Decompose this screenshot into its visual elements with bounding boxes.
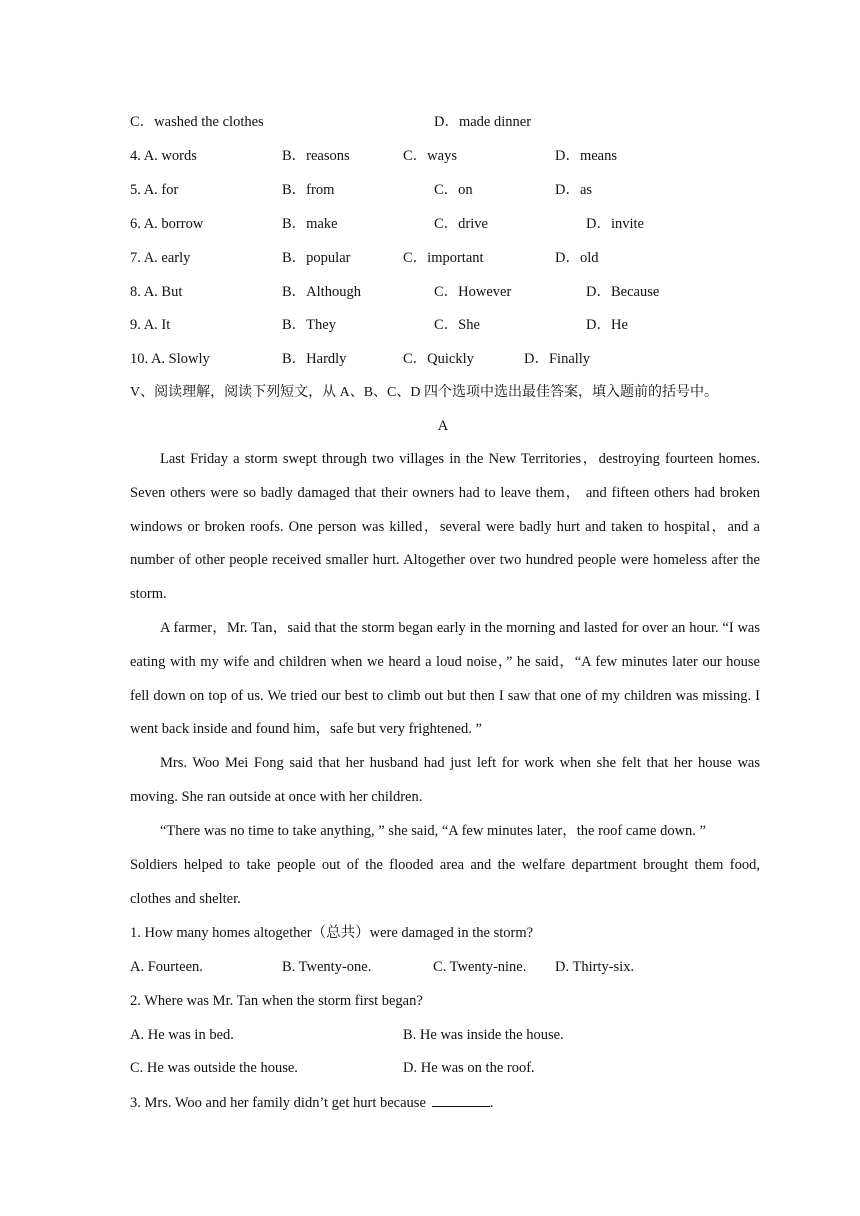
- passage-paragraph: “There was no time to take anything, ” she said, “A few minutes later，the roof came down. ”: [160, 823, 706, 839]
- option-c: C．important: [403, 250, 484, 266]
- question-option: B. He was inside the house.: [403, 1027, 564, 1043]
- question-option: A. Fourteen.: [130, 959, 203, 975]
- option-c: C．Quickly: [403, 351, 474, 367]
- question-stem-text: 3. Mrs. Woo and her family didn’t get hurt because: [130, 1095, 426, 1111]
- option-d: D．made dinner: [434, 114, 532, 130]
- option-d: D．means: [555, 148, 618, 164]
- option-a: 7. A. early: [130, 250, 191, 266]
- question-option: C. He was outside the house.: [130, 1060, 298, 1076]
- question-option: C. Twenty-nine.: [433, 959, 527, 975]
- option-a: 8. A. But: [130, 284, 183, 300]
- option-d: D．invite: [586, 216, 644, 232]
- passage-paragraph: Mrs. Woo Mei Fong said that her husband had just left for work when she felt that her house was moving. She ran outside at once with her children.: [130, 755, 760, 805]
- option-d: D．Finally: [524, 351, 591, 367]
- option-d: D．Because: [586, 284, 660, 300]
- question-stem: 1. How many homes altogether（总共）were damaged in the storm?: [130, 925, 534, 941]
- passage-label: A: [437, 418, 449, 434]
- option-a: 4. A. words: [130, 148, 197, 164]
- option-d: D．He: [586, 317, 628, 333]
- question-option: D. He was on the roof.: [403, 1060, 535, 1076]
- option-a: 6. A. borrow: [130, 216, 204, 232]
- option-c: C．ways: [403, 148, 457, 164]
- option-b: B．from: [282, 182, 335, 198]
- option-d: D．old: [555, 250, 599, 266]
- option-a: 10. A. Slowly: [130, 351, 210, 367]
- question-option: A. He was in bed.: [130, 1027, 234, 1043]
- option-c: C．However: [434, 284, 512, 300]
- option-d: D．as: [555, 182, 593, 198]
- passage-paragraph: Last Friday a storm swept through two villages in the New Territories，destroying fourteen homes. Seven others were so badly damaged that their owners had to leave them， and fifteen others had broken windows or broken roofs. One person was killed，several were badly hurt and taken to hospital，and a number of other people received smaller hurt. Altogether over two hundred people were homeless after the storm.: [130, 451, 760, 603]
- option-a: 5. A. for: [130, 182, 179, 198]
- question-stem-end: .: [489, 1095, 494, 1111]
- question-option: D. Thirty-six.: [555, 959, 635, 975]
- option-c: C．on: [434, 182, 473, 198]
- question-option: B. Twenty-one.: [282, 959, 372, 975]
- option-b: B．They: [282, 317, 336, 333]
- question-stem: [130, 1092, 494, 1113]
- passage-paragraph: A farmer，Mr. Tan，said that the storm began early in the morning and lasted for over an hour. “I was eating with my wife and children when we heard a loud noise，” he said，“A few minutes later our house fell down on top of us. We tried our best to climb out but then I saw that one of my children was missing. I went back inside and found him，safe but very frightened. ”: [130, 620, 760, 738]
- option-b: B．Hardly: [282, 351, 347, 367]
- option-c: C．She: [434, 317, 480, 333]
- option-b: B．popular: [282, 250, 351, 266]
- question-stem: 2. Where was Mr. Tan when the storm first began?: [130, 993, 423, 1009]
- option-b: B．make: [282, 216, 338, 232]
- section-title: V、阅读理解，阅读下列短文，从 A、B、C、D 四个选项中选出最佳答案，填入题前的括号中。: [130, 385, 719, 400]
- option-c: C．washed the clothes: [130, 114, 264, 130]
- option-b: B．Although: [282, 284, 361, 300]
- option-a: 9. A. It: [130, 317, 171, 333]
- option-b: B．reasons: [282, 148, 350, 164]
- option-c: C．drive: [434, 216, 488, 232]
- passage-paragraph: Soldiers helped to take people out of the flooded area and the welfare department brought them food, clothes and shelter.: [130, 857, 760, 907]
- answer-blank: [432, 1092, 490, 1107]
